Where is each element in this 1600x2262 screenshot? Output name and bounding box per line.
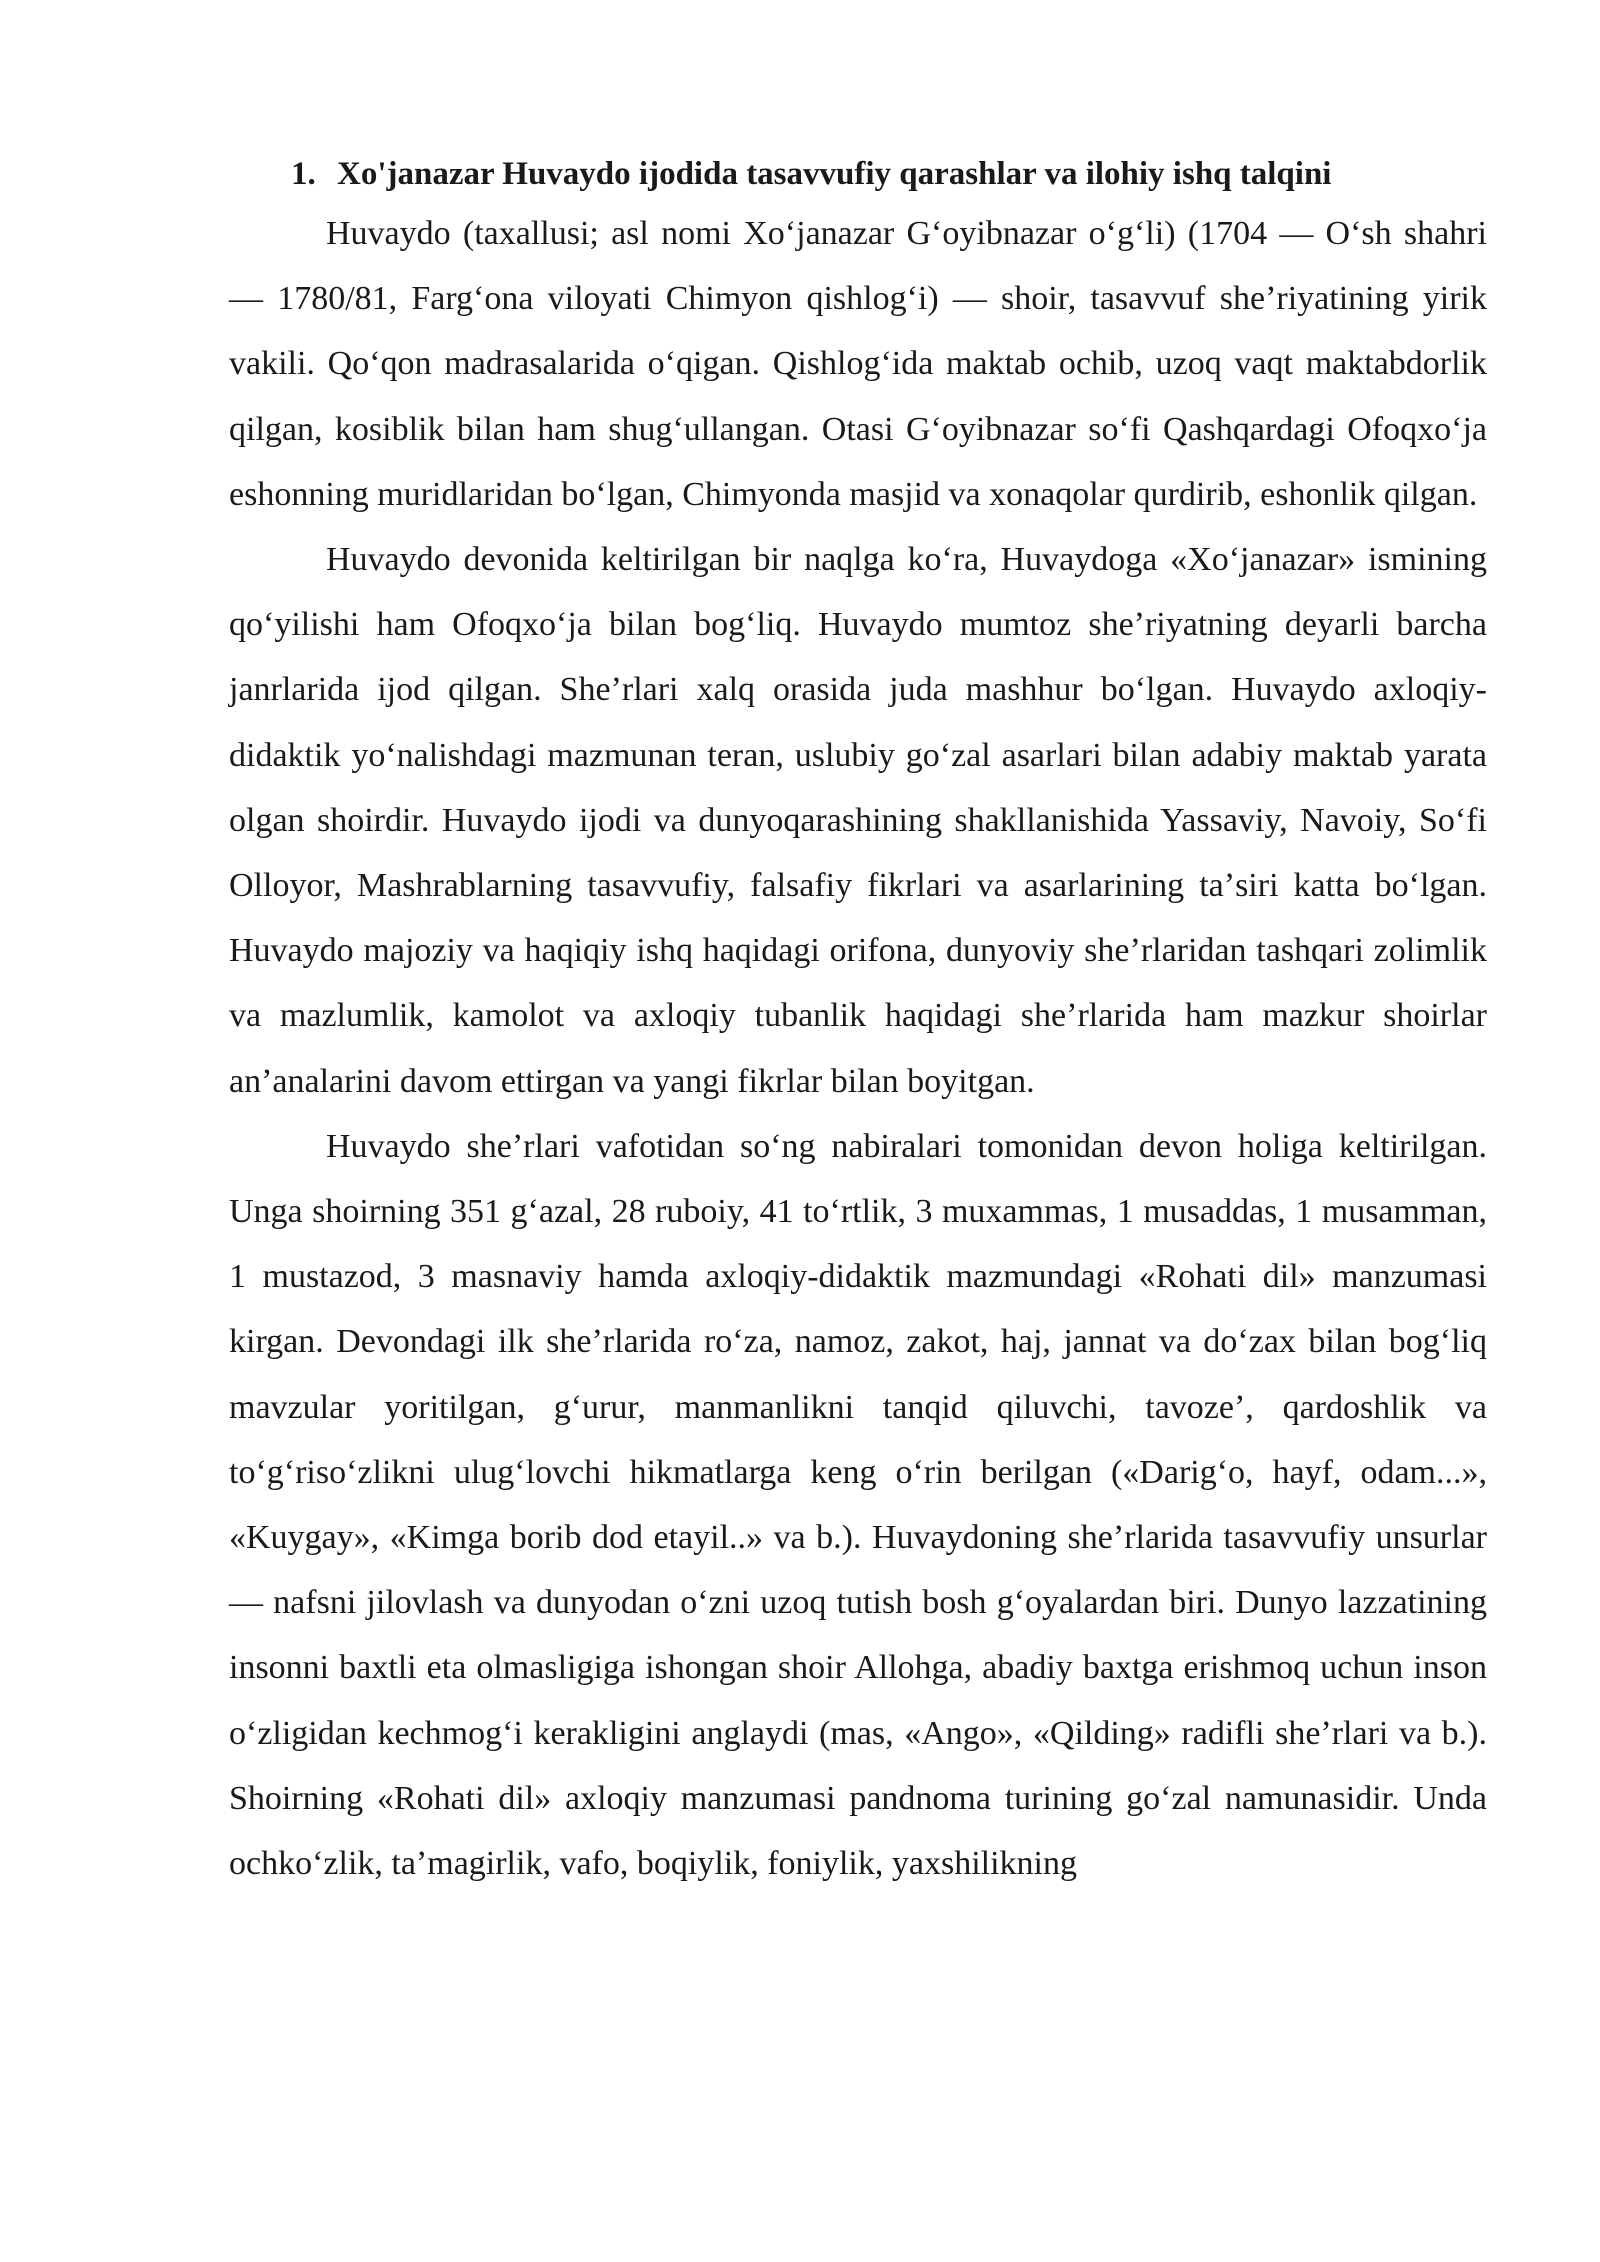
paragraph-3: Huvaydo sheʼrlari vafotidan soʻng nabiralari tomonidan devon holiga keltirilgan. Unga shoirning 351 gʻazal, 28 ruboiy, 41 toʻrtlik, 3 muxammas, 1 musaddas, 1 musamman, 1 mustazod, 3 masnaviy hamda axloqiy-didaktik mazmundagi «Rohati dil» manzumasi kirgan. Devondagi ilk sheʼrlarida roʻza, namoz, zakot, haj, jannat va doʻzax bilan bogʻliq mavzular yoritilgan, gʻurur, manmanlikni tanqid qiluvchi, tavozeʼ, qardoshlik va toʻgʻrisoʻzlikni ulugʻlovchi hikmatlarga keng oʻrin berilgan («Darigʻo, hayf, odam...», «Kuygay», «Kimga borib dod etayil..» va b.). Huvaydoning sheʼrlarida tasavvufiy unsurlar — nafsni jilovlash va dunyodan oʻzni uzoq tutish bosh gʻoyalardan biri. Dunyo lazzatining insonni baxtli eta olmasligiga ishongan shoir Allohga, abadiy baxtga erishmoq uchun inson oʻzligidan kechmogʻi kerakligini anglaydi (mas, «Ango», «Qilding» radifli sheʼrlari va b.). Shoirning «Rohati dil» axloqiy manzumasi pandnoma turining goʻzal namunasidir. Unda ochkoʻzlik, taʼmagirlik, vafo, boqiylik, foniylik, yaxshilikning <box>229 1127 1487 1883</box>
paragraph-1: Huvaydo (taxallusi; asl nomi Xoʻjanazar Gʻoyibnazar oʻgʻli) (1704 — Oʻsh shahri — 1780/81, Fargʻona viloyati Chimyon qishlogʻi) — shoir, tasavvuf sheʼriyatining yirik vakili. Qoʻqon madrasalarida oʻqigan. Qishlogʻida maktab ochib, uzoq vaqt maktabdorlik qilgan, kosiblik bilan ham shugʻullangan. Otasi Gʻoyibnazar soʻfi Qashqardagi Ofoqxoʻja eshonning muridlaridan boʻlgan, Chimyonda masjid va xonaqolar qurdirib, eshonlik qilgan. <box>229 215 1487 513</box>
section-title: Xo'janazar Huvaydo ijodida tasavvufiy qarashlar va ilohiy ishq talqini <box>337 156 1332 192</box>
document-body <box>229 148 1487 1896</box>
section-heading <box>229 148 1487 201</box>
section-number: 1. <box>291 156 316 192</box>
paragraph-2: Huvaydo devonida keltirilgan bir naqlga koʻra, Huvaydoga «Xoʻjanazar» ismining qoʻyilishi ham Ofoqxoʻja bilan bogʻliq. Huvaydo mumtoz sheʼriyatning deyarli barcha janrlarida ijod qilgan. Sheʼrlari xalq orasida juda mashhur boʻlgan. Huvaydo axloqiy-didaktik yoʻnalishdagi mazmunan teran, uslubiy goʻzal asarlari bilan adabiy maktab yarata olgan shoirdir. Huvaydo ijodi va dunyoqarashining shakllanishida Yassaviy, Navoiy, Soʻfi Olloyor, Mashrablarning tasavvufiy, falsafiy fikrlari va asarlarining taʼsiri katta boʻlgan. Huvaydo majoziy va haqiqiy ishq haqidagi orifona, dunyoviy sheʼrlaridan tashqari zolimlik va mazlumlik, kamolot va axloqiy tubanlik haqidagi sheʼrlarida ham mazkur shoirlar anʼanalarini davom ettirgan va yangi fikrlar bilan boyitgan. <box>229 541 1487 1100</box>
